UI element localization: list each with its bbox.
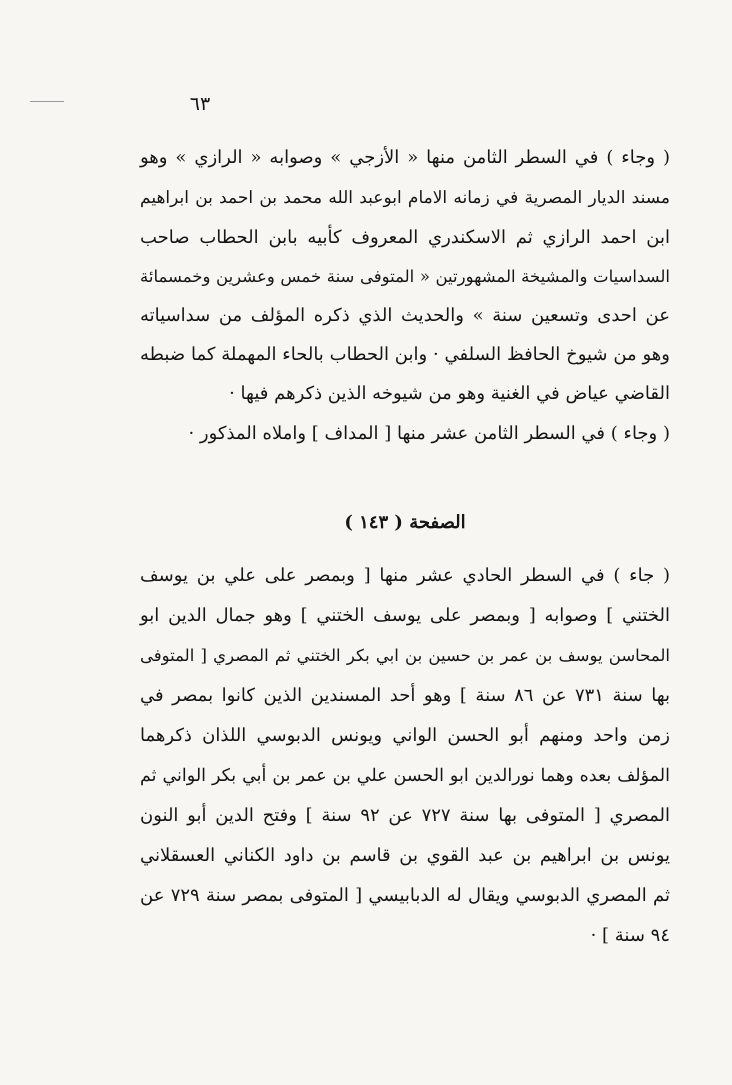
text-line: ( وجاء ) في السطر الثامن عشر منها [ المداف ] واملاه المذكور · [188,423,670,444]
text-line: ٩٤ سنة ] · [590,925,670,946]
text-line: مسند الديار المصرية في زمانه الامام ابوعبد الله محمد بن احمد بن ابراهيم [140,188,670,208]
text-line: ( وجاء ) في السطر الثامن منها « الأزجي » وصوابه « الرازي » وهو [140,147,670,168]
text-line: القاضي عياض في الغنية وهو من شيوخه الذين ذكرهم فيها · [229,383,670,404]
text-line: المصري [ المتوفى بها سنة ٧٢٧ عن ٩٢ سنة ] وفتح الدين أبو النون [140,805,671,826]
text-line: زمن واحد ومنهم أبو الحسن الواني ويونس الدبوسي اللذان ذكرهما [140,725,670,746]
text-line: يونس بن ابراهيم بن عبد القوي بن قاسم بن داود الكناني العسقلاني [140,845,671,866]
section-heading: الصفحة ( ١٤٣ ) [344,512,466,533]
text-line: وهو من شيوخ الحافظ السلفي · وابن الحطاب بالحاء المهملة كما ضبطه [140,344,670,365]
text-line: المؤلف بعده وهما نورالدين ابو الحسن علي بن عمر بن أبي بكر الواني ثم [140,766,670,786]
text-line: ابن احمد الرازي ثم الاسكندري المعروف كأبيه بابن الحطاب صاحب [140,227,670,248]
margin-mark [30,101,64,102]
text-line: بها سنة ٧٣١ عن ٨٦ سنة ] وهو أحد المسندين الذين كانوا بمصر في [140,685,670,706]
text-line: الختني ] وصوابه [ وبمصر على يوسف الختني ] وهو جمال الدين ابو [140,605,670,626]
text-line: ثم المصري الدبوسي ويقال له الدبابيسي [ المتوفى بمصر سنة ٧٢٩ عن [140,885,670,906]
text-line: عن احدى وتسعين سنة » والحديث الذي ذكره المؤلف من سداسياته [140,305,670,326]
text-line: المحاسن يوسف بن عمر بن حسين بن ابي بكر الختني ثم المصري [ المتوفى [140,646,670,665]
text-line: ( جاء ) في السطر الحادي عشر منها [ وبمصر على علي بن يوسف [140,565,670,586]
page-number: ٦٣ [189,93,211,115]
text-line: السداسيات والمشيخة المشهورتين « المتوفى سنة خمس وعشرين وخمسمائة [140,267,670,286]
